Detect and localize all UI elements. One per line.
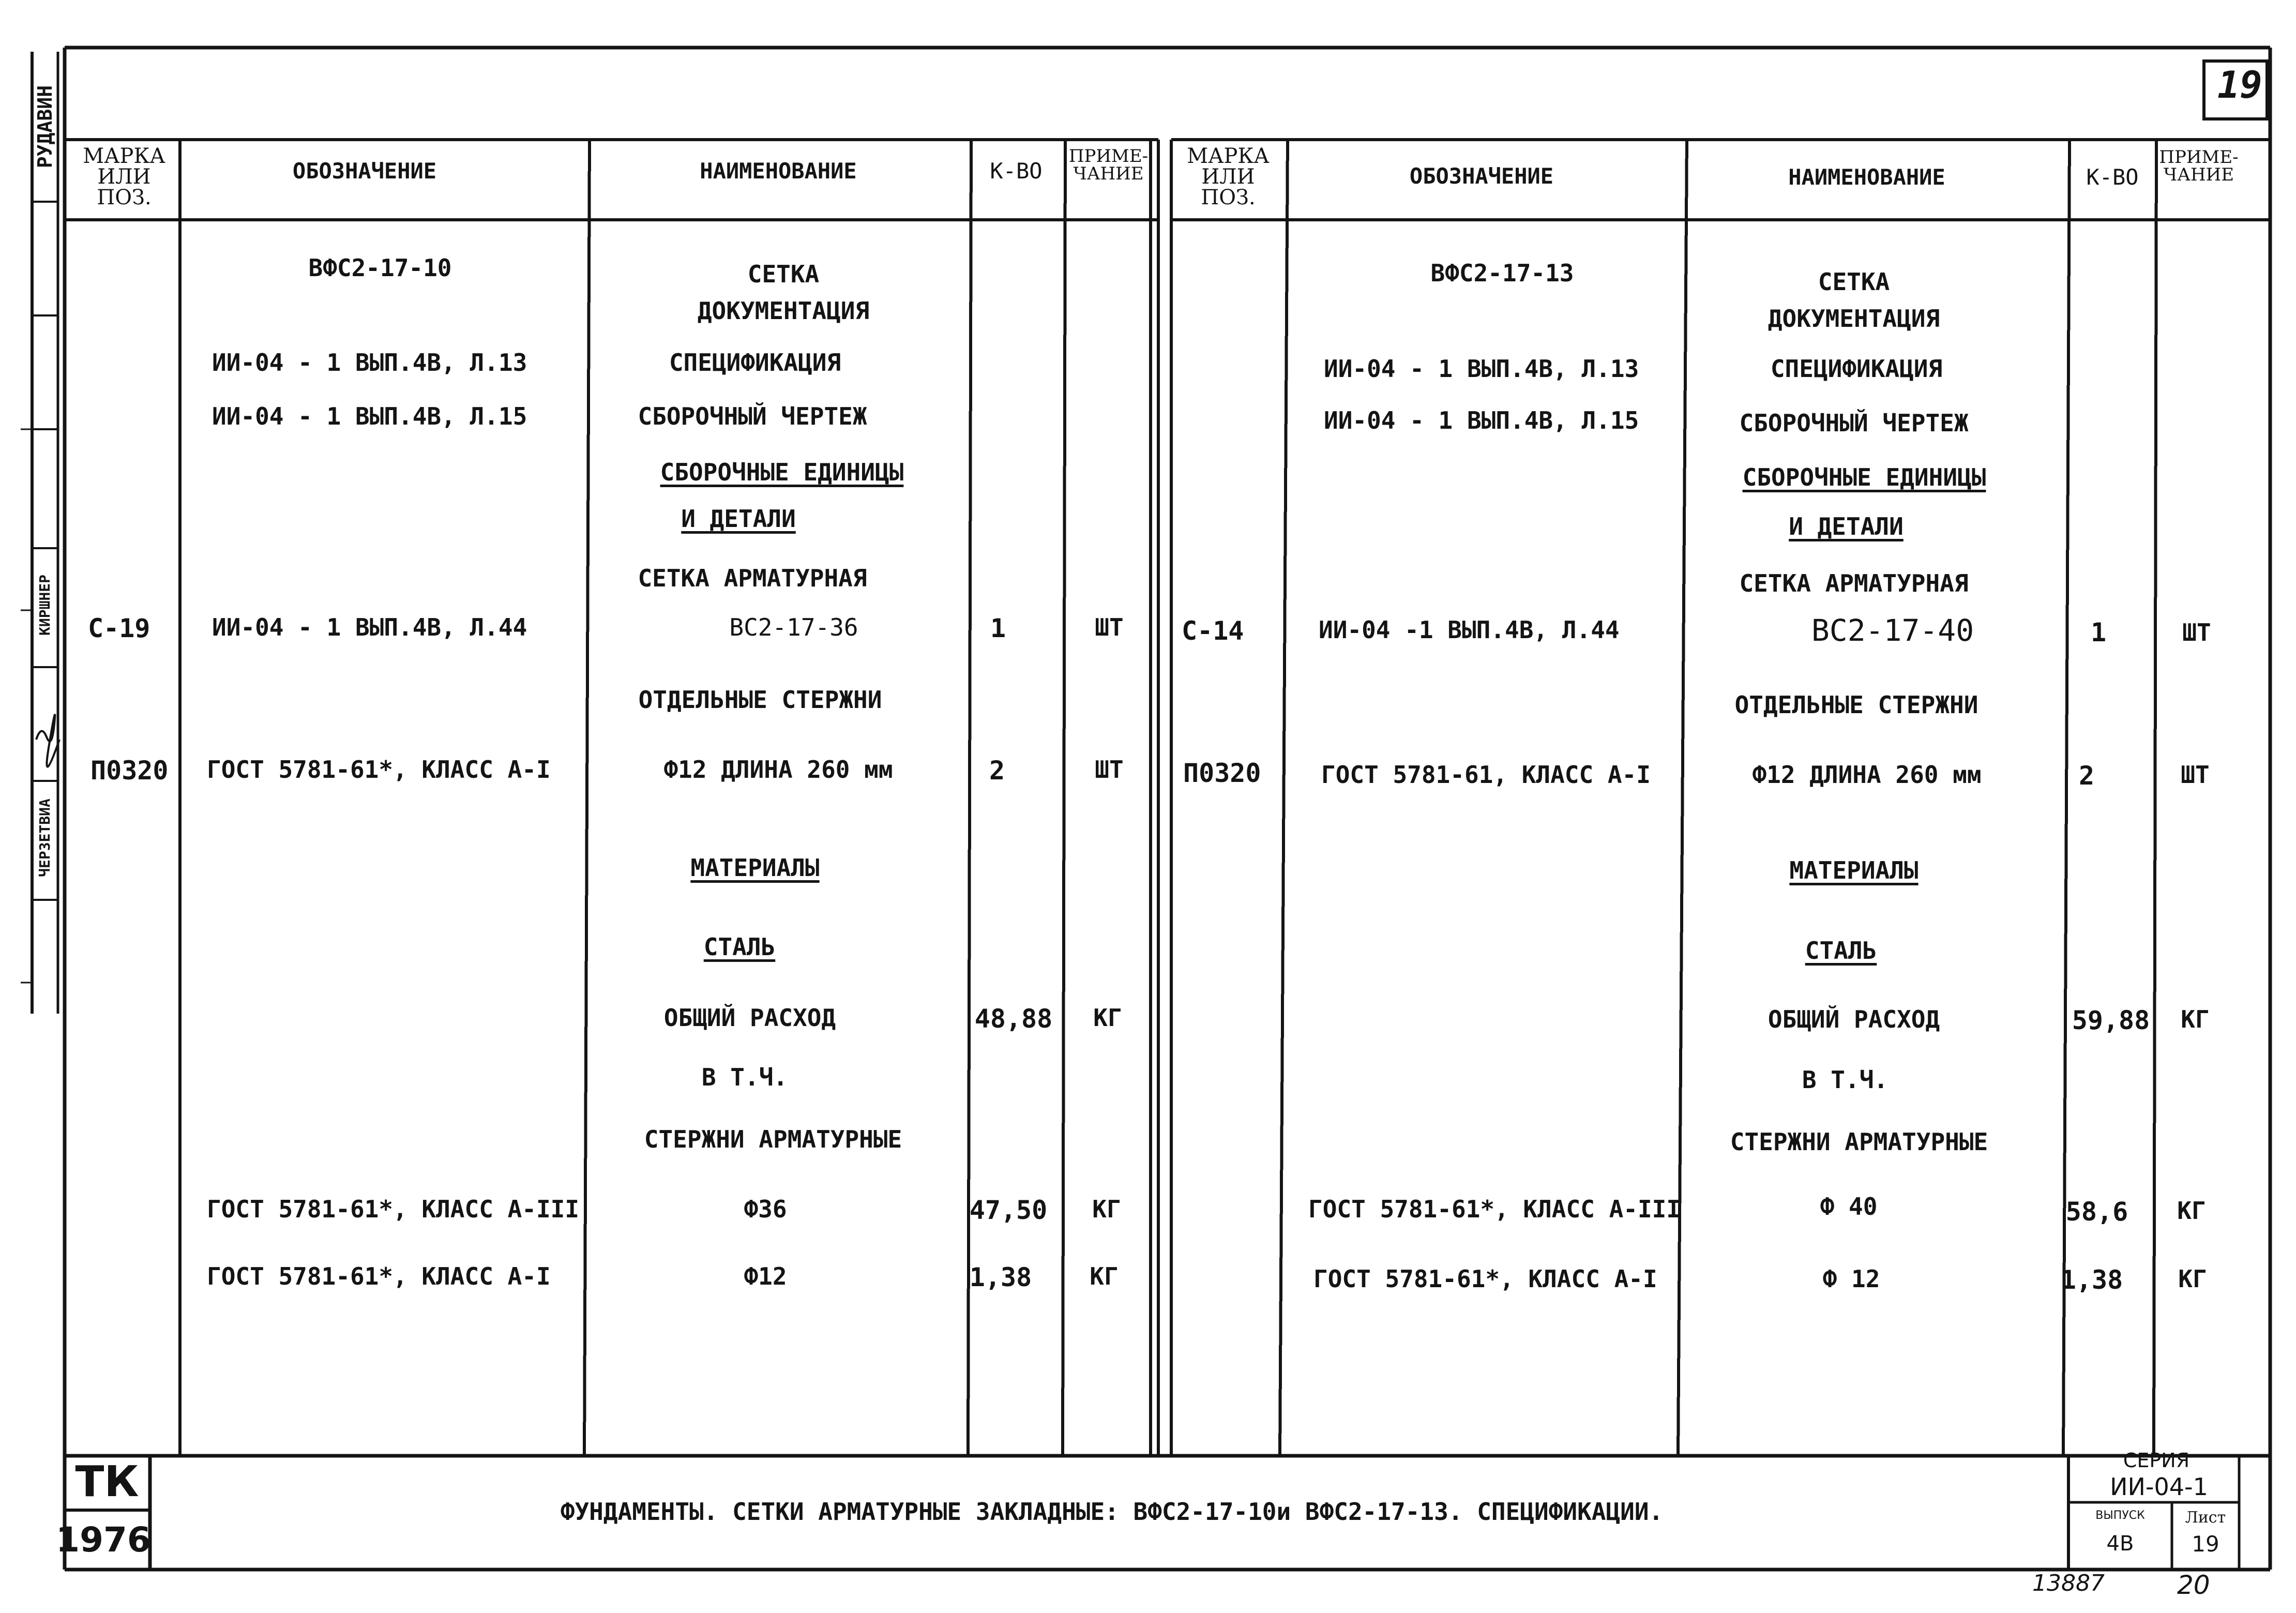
left-row1-name: ВС2-17-36 bbox=[729, 613, 858, 641]
left-r2-ref: ГОСТ 5781-61*, КЛАСС А-I bbox=[207, 1262, 551, 1290]
right-total-unit: КГ bbox=[2181, 1005, 2210, 1033]
header-naimenovanie-right: НАИМЕНОВАНИЕ bbox=[1788, 164, 1945, 190]
footer-series: ИИ-04-1 bbox=[2110, 1473, 2208, 1501]
page-number: 19 bbox=[2217, 63, 2262, 107]
footer-sheet: 19 bbox=[2192, 1531, 2219, 1557]
footer-org: ТК bbox=[75, 1457, 139, 1506]
left-total-qty: 48,88 bbox=[974, 1004, 1053, 1034]
right-title: ВФС2-17-13 bbox=[1430, 259, 1574, 287]
right-row1-unit: ШТ bbox=[2182, 619, 2211, 646]
left-spec-ref: ИИ-04 - 1 ВЫП.4В, Л.13 bbox=[212, 349, 527, 376]
left-mesh-label: СЕТКА АРМАТУРНАЯ bbox=[638, 564, 867, 592]
handwritten-page: 20 bbox=[2177, 1570, 2210, 1600]
stamp-name-1: РУДАВИН bbox=[34, 85, 56, 169]
right-total-qty: 59,88 bbox=[2072, 1005, 2150, 1035]
left-row1-mark: С-19 bbox=[88, 613, 150, 643]
left-r2-unit: КГ bbox=[1090, 1262, 1119, 1290]
right-asm: СБОРОЧНЫЙ ЧЕРТЕЖ bbox=[1739, 409, 1969, 437]
right-row1-mark: С-14 bbox=[1182, 616, 1244, 646]
left-units: СБОРОЧНЫЕ ЕДИНИЦЫ bbox=[660, 458, 904, 486]
header-naimenovanie-left: НАИМЕНОВАНИЕ bbox=[700, 158, 857, 184]
right-row2-qty: 2 bbox=[2078, 761, 2095, 791]
right-r1-unit: КГ bbox=[2177, 1197, 2206, 1225]
left-total: ОБЩИЙ РАСХОД bbox=[663, 1004, 836, 1032]
footer-title: ФУНДАМЕНТЫ. СЕТКИ АРМАТУРНЫЕ ЗАКЛАДНЫЕ: ВФС2-17-10и ВФС2-17-13. СПЕЦИФИКАЦИИ. bbox=[560, 1498, 1664, 1526]
left-row2-qty: 2 bbox=[989, 756, 1005, 786]
right-row1-name: ВС2-17-40 bbox=[1811, 613, 1974, 648]
left-r2-qty: 1,38 bbox=[969, 1262, 1032, 1292]
left-rods: СТЕРЖНИ АРМАТУРНЫЕ bbox=[644, 1125, 902, 1153]
right-r2-unit: КГ bbox=[2178, 1265, 2207, 1293]
left-spec: СПЕЦИФИКАЦИЯ bbox=[669, 349, 841, 376]
right-row1-qty: 1 bbox=[2090, 617, 2107, 647]
right-row2-mark: П0320 bbox=[1183, 758, 1261, 788]
left-asm-ref: ИИ-04 - 1 ВЫП.4В, Л.15 bbox=[212, 402, 527, 430]
left-row2-ref: ГОСТ 5781-61*, КЛАСС А-I bbox=[207, 756, 551, 783]
right-section-docs: СЕТКА ДОКУМЕНТАЦИЯ bbox=[1768, 268, 1940, 333]
header-oboznachenie-left: ОБОЗНАЧЕНИЕ bbox=[292, 158, 437, 184]
header-marka-right: МАРКА ИЛИ ПОЗ. bbox=[1187, 144, 1270, 209]
inventory-number: 13887 bbox=[2032, 1570, 2105, 1596]
left-r1-ref: ГОСТ 5781-61*, КЛАСС А-III bbox=[207, 1195, 580, 1223]
right-details: И ДЕТАЛИ bbox=[1789, 512, 1904, 540]
left-row1-ref: ИИ-04 - 1 ВЫП.4В, Л.44 bbox=[212, 613, 527, 641]
header-marka-left: МАРКА ИЛИ ПОЗ. bbox=[83, 144, 165, 209]
right-row2-ref: ГОСТ 5781-61, КЛАСС А-I bbox=[1321, 761, 1651, 789]
right-row2-unit: ШТ bbox=[2181, 761, 2210, 789]
right-row2-name: Ф12 ДЛИНА 260 мм bbox=[1752, 761, 1982, 789]
header-kvo-right: К-ВО bbox=[2086, 164, 2139, 190]
right-r1-qty: 58,6 bbox=[2065, 1197, 2128, 1227]
right-spec: СПЕЦИФИКАЦИЯ bbox=[1770, 355, 1943, 383]
right-r1-ref: ГОСТ 5781-61*, КЛАСС А-III bbox=[1308, 1195, 1681, 1223]
left-r1-unit: КГ bbox=[1092, 1195, 1121, 1223]
left-title: ВФС2-17-10 bbox=[308, 254, 452, 282]
left-r1-qty: 47,50 bbox=[969, 1195, 1048, 1225]
right-bars-label: ОТДЕЛЬНЫЕ СТЕРЖНИ bbox=[1734, 691, 1978, 719]
left-row1-unit: ШТ bbox=[1095, 613, 1124, 641]
left-steel: СТАЛЬ bbox=[703, 933, 776, 961]
left-row1-qty: 1 bbox=[990, 613, 1006, 643]
left-row2-mark: П0320 bbox=[90, 756, 169, 786]
right-mesh-label: СЕТКА АРМАТУРНАЯ bbox=[1739, 569, 1969, 597]
right-row1-ref: ИИ-04 -1 ВЫП.4В, Л.44 bbox=[1319, 616, 1620, 644]
left-r1-name: Ф36 bbox=[744, 1195, 787, 1223]
left-materials: МАТЕРИАЛЫ bbox=[690, 854, 820, 882]
right-materials: МАТЕРИАЛЫ bbox=[1789, 856, 1919, 884]
header-kvo-left: К-ВО bbox=[990, 158, 1043, 184]
left-asm: СБОРОЧНЫЙ ЧЕРТЕЖ bbox=[638, 402, 867, 430]
left-incl: В Т.Ч. bbox=[701, 1063, 788, 1091]
right-r2-qty: 1,38 bbox=[2060, 1265, 2123, 1295]
right-r2-ref: ГОСТ 5781-61*, КЛАСС А-I bbox=[1313, 1265, 1657, 1293]
left-bars-label: ОТДЕЛЬНЫЕ СТЕРЖНИ bbox=[638, 686, 882, 714]
footer-issue: 4В bbox=[2106, 1532, 2134, 1556]
left-details: И ДЕТАЛИ bbox=[681, 505, 796, 533]
header-oboznachenie-right: ОБОЗНАЧЕНИЕ bbox=[1409, 163, 1554, 189]
right-steel: СТАЛЬ bbox=[1805, 937, 1877, 964]
left-row2-unit: ШТ bbox=[1095, 756, 1124, 783]
right-total: ОБЩИЙ РАСХОД bbox=[1768, 1005, 1940, 1033]
stamp-name-3: ЧЕРЗЕТВИА bbox=[36, 798, 53, 877]
right-asm-ref: ИИ-04 - 1 ВЫП.4В, Л.15 bbox=[1324, 406, 1639, 434]
right-units: СБОРОЧНЫЕ ЕДИНИЦЫ bbox=[1742, 463, 1986, 491]
header-primechanie-right: ПРИМЕ- ЧАНИЕ bbox=[2159, 147, 2239, 185]
right-rods: СТЕРЖНИ АРМАТУРНЫЕ bbox=[1730, 1128, 1988, 1156]
footer-sheet-label: Лист bbox=[2185, 1509, 2226, 1527]
right-r2-name: Ф 12 bbox=[1822, 1265, 1880, 1293]
stamp-name-2: КИРШНЕР bbox=[36, 574, 53, 636]
left-r2-name: Ф12 bbox=[744, 1262, 787, 1290]
left-section-docs: СЕТКА ДОКУМЕНТАЦИЯ bbox=[697, 260, 870, 325]
right-r1-name: Ф 40 bbox=[1820, 1193, 1878, 1220]
right-spec-ref: ИИ-04 - 1 ВЫП.4В, Л.13 bbox=[1324, 355, 1639, 383]
header-primechanie-left: ПРИМЕ- ЧАНИЕ bbox=[1068, 146, 1149, 184]
right-incl: В Т.Ч. bbox=[1802, 1066, 1889, 1094]
footer-issue-label: ВЫПУСК bbox=[2095, 1509, 2145, 1522]
footer-year: 1976 bbox=[56, 1520, 151, 1560]
left-total-unit: КГ bbox=[1093, 1004, 1122, 1032]
footer-series-label: СЕРИЯ bbox=[2123, 1449, 2190, 1472]
left-row2-name: Ф12 ДЛИНА 260 мм bbox=[663, 756, 893, 783]
